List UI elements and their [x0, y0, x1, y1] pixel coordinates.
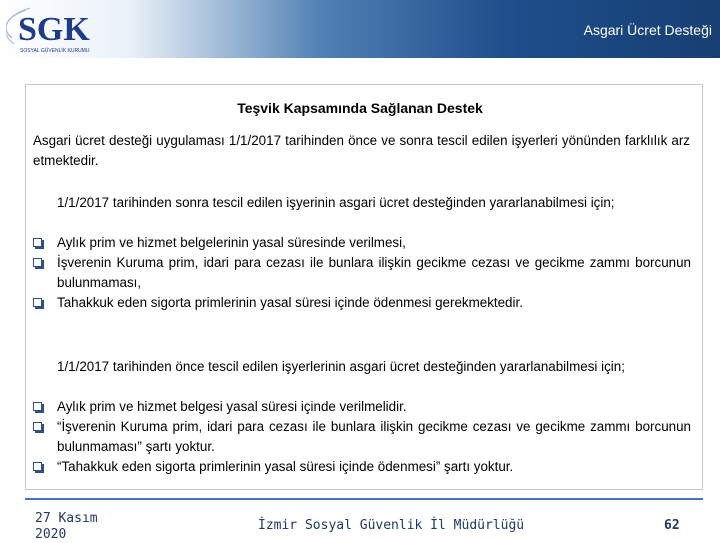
checkbox-bullet-icon: [33, 238, 42, 247]
list-item-text: Aylık prim ve hizmet belgelerinin yasal süresinde verilmesi,: [57, 235, 406, 250]
section2-list: [33, 397, 691, 477]
checkbox-bullet-icon: [33, 258, 42, 267]
section2-heading: 1/1/2017 tarihinden önce tescil edilen işyerlerinin asgari ücret desteğinden yararlanabilmesi için;: [57, 359, 625, 374]
list-item: [33, 457, 691, 477]
list-item: [33, 397, 691, 417]
page-number: 62: [664, 518, 680, 533]
list-item: [33, 253, 691, 293]
checkbox-bullet-icon: [33, 402, 42, 411]
list-item: [33, 417, 691, 457]
checkbox-bullet-icon: [33, 462, 42, 471]
list-item-text: Aylık prim ve hizmet belgesi yasal süresi içinde verilmelidir.: [57, 399, 407, 414]
footer-organization: İzmir Sosyal Güvenlik İl Müdürlüğü: [258, 518, 525, 533]
list-item-text: “Tahakkuk eden sigorta primlerinin yasal süresi içinde ödenmesi” şartı yoktur.: [57, 459, 514, 474]
checkbox-bullet-icon: [33, 298, 42, 307]
section1-heading: 1/1/2017 tarihinden sonra tescil edilen işyerinin asgari ücret desteğinden yararlanabilmesi için;: [57, 195, 615, 210]
header-title: Asgari Ücret Desteği: [583, 22, 712, 38]
footer-divider: [25, 498, 703, 500]
list-item-text: İşverenin Kuruma prim, idari para cezası ile bunlara ilişkin gecikme cezası ve gecikme zammı borcunun bulunmaması,: [57, 255, 691, 290]
list-item: [33, 233, 691, 253]
slide-title: Teşvik Kapsamında Sağlanan Destek: [237, 100, 483, 116]
section1-list: [33, 233, 691, 313]
sgk-logo: [6, 4, 126, 58]
intro-paragraph: Asgari ücret desteği uygulaması 1/1/2017 tarihinden önce ve sonra tescil edilen işyerleri yönünden farklılık arz etmektedir.: [33, 133, 690, 168]
checkbox-bullet-icon: [33, 422, 42, 431]
logo-subtitle: SOSYAL GÜVENLİK KURUMU: [20, 48, 90, 54]
logo-text: SGK: [18, 11, 90, 48]
list-item-text: Tahakkuk eden sigorta primlerinin yasal süresi içinde ödenmesi gerekmektedir.: [57, 295, 523, 310]
list-item-text: “İşverenin Kuruma prim, idari para cezası ile bunlara ilişkin gecikme cezası ve gecikme zammı borcunun bulunmaması” şartı yoktur.: [57, 419, 691, 454]
list-item: [33, 293, 691, 313]
footer-date: 27 Kasım 2020: [35, 511, 98, 542]
